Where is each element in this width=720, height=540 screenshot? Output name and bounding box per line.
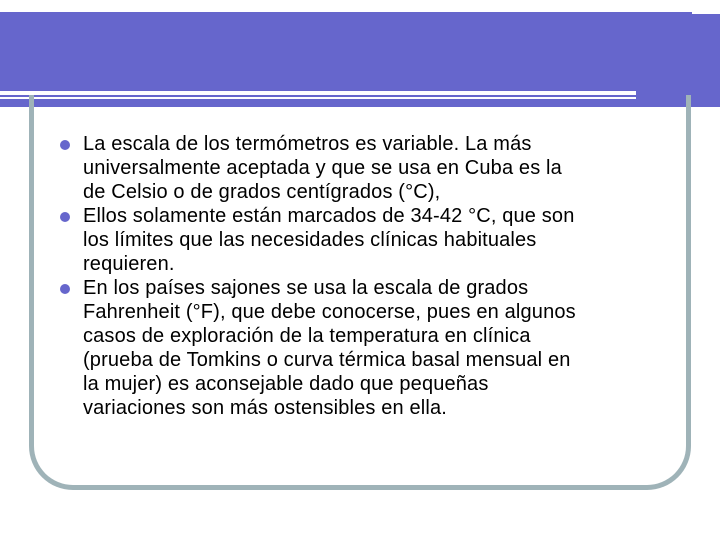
bullet-line: universalmente aceptada y que se usa en Cuba es la (83, 157, 562, 179)
bullet-text (83, 276, 700, 420)
list-item (60, 276, 700, 420)
bullet-line: Fahrenheit (°F), que debe conocerse, pues en algunos (83, 301, 576, 323)
bullet-icon (60, 212, 70, 222)
bullet-line: Ellos solamente están marcados de 34-42 °C, que son (83, 205, 575, 227)
bullet-line: variaciones son más ostensibles en ella. (83, 397, 447, 419)
bullet-icon (60, 284, 70, 294)
header-band-right (636, 14, 720, 107)
bullet-line: En los países sajones se usa la escala de grados (83, 277, 529, 299)
list-item (60, 204, 700, 276)
bullet-line: La escala de los termómetros es variable. La más (83, 133, 532, 155)
bullet-line: la mujer) es aconsejable dado que pequeñas (83, 373, 489, 395)
bullet-text (83, 204, 700, 276)
bullet-icon (60, 140, 70, 150)
bullet-text (83, 132, 700, 204)
list-item (60, 132, 700, 204)
bullet-line: requieren. (83, 253, 175, 275)
bullet-line: los límites que las necesidades clínicas habituales (83, 229, 537, 251)
bullet-line: de Celsio o de grados centígrados (°C), (83, 181, 441, 203)
bullet-line: casos de exploración de la temperatura en clínica (83, 325, 531, 347)
bullet-line: (prueba de Tomkins o curva térmica basal mensual en (83, 349, 571, 371)
bullet-list (60, 132, 700, 420)
